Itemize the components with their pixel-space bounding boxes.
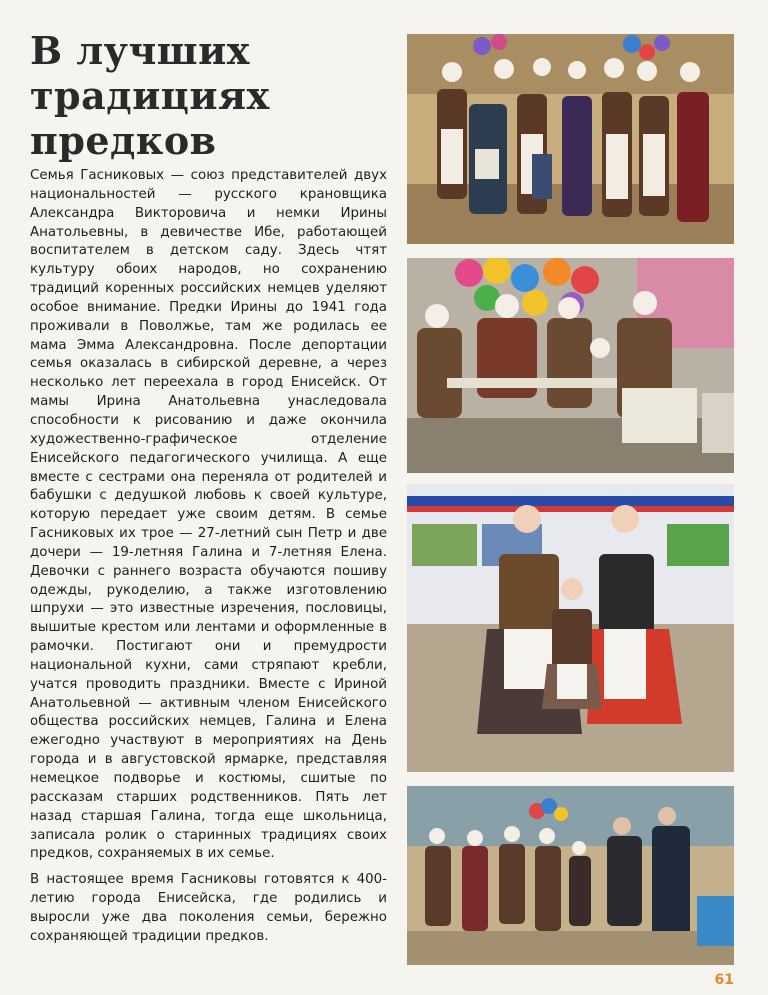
photo-table-balloons: [407, 258, 734, 473]
photo-family-costumes: [407, 484, 734, 772]
paragraph-1: Семья Гасниковых — союз представителей двух национальностей — русского крановщика Александра Викторовича и немки Ирины Анатольевны, в девичестве Ибе, работающей воспитателем в детском саду. Здесь чтят культуру обоих народов, но сохранению традиций коренных российских немцев уделяют особое внимание. Предки Ирины до 1941 года проживали в Поволжье, там же родилась ее мама Эмма Александровна. После депортации семья оказалась в сибирской деревне, а через несколько лет переехала в город Енисейск. От мамы Ирина Анатольевна унаследовала способности к рисованию и даже окончила художественно-графическое отделение Енисейского педагогического училища. А еще вместе с сестрами она переняла от родителей и бабушки с дедушкой любовь к своей культуре, которую передает уже своим детям. В семье Гасниковых их трое — 27-летний сын Петр и две дочери — 19-летняя Галина и 7-летняя Елена. Девочки с раннего возраста обучаются пошиву одежды, рукоделию, а также изготовлению шпрухи — это известные изречения, пословицы, вышитые крестом или лентами и оформленные в рамочки. Постигают они и премудрости национальной кухни, сами стряпают кребли, учатся проводить праздники. Вместе с Ириной Анатольевной — активным членом Енисейского общества российских немцев, Галина и Елена ежегодно участвуют в мероприятиях на День города и в августовской ярмарке, представляя немецкое подворье и костюмы, сшитые по рассказам старших родственников. Пять лет назад старшая Галина, тогда еще школьница, записала ролик о старинных традициях своих предков, сохраняемых в их семье.: [30, 168, 387, 862]
photo-group-costumes: [407, 34, 734, 244]
article-body: [30, 167, 387, 947]
article-title: В лучших традициях предков: [30, 28, 270, 163]
photo-stage-award: [407, 786, 734, 965]
page-number: 61: [714, 972, 734, 988]
paragraph-2: В настоящее время Гасниковы готовятся к 400-летию города Енисейска, где родились и выросли уже два поколения семьи, бережно сохраняющей традиции предков.: [30, 872, 387, 944]
